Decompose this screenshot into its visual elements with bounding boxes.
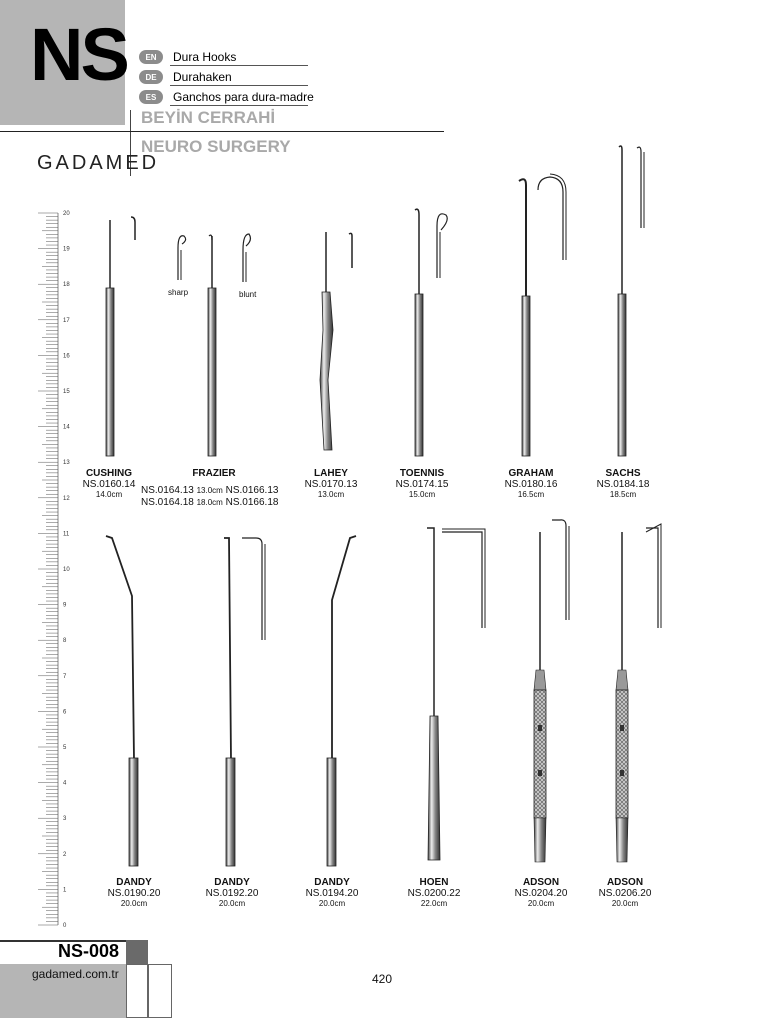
product-label-dandy-3 [282,877,382,908]
lang-text: Durahaken [173,70,232,84]
product-label-adson-2 [575,877,675,908]
lang-text: Dura Hooks [173,50,237,64]
product-name: GRAHAM [508,468,554,479]
product-code: NS.0180.16 [504,479,558,490]
product-name: ADSON [606,877,644,888]
product-code: NS.0164.13 [141,485,194,496]
ruler-label: 3 [63,816,67,823]
brand-logo: GADAMED [37,152,160,174]
frazier-codes [141,485,301,509]
product-name: SACHS [605,468,641,479]
product-code: NS.0166.13 [225,485,279,496]
product-code: NS.0206.20 [598,888,652,899]
lang-code-badge: ES [139,90,163,104]
graham-hook-drawing [519,174,566,456]
product-label-hoen [384,877,484,908]
product-name: LAHEY [314,468,348,479]
product-code: NS.0204.20 [514,888,568,899]
product-label-toennis [372,468,472,499]
product-code: NS.0192.20 [205,888,259,899]
product-label-graham [481,468,581,499]
frazier-hook-drawing [178,234,250,456]
sharp-label: sharp [168,288,189,297]
product-size: 13.0cm [196,486,223,495]
dandy-hook-2-drawing [224,538,265,866]
ruler-label: 16 [63,353,70,360]
sachs-hook-drawing [618,146,644,456]
ruler-label: 1 [63,887,67,894]
ruler-label: 5 [63,745,67,751]
product-code: NS.0184.18 [596,479,650,490]
lahey-hook-drawing [320,232,352,450]
ruler-label: 18 [63,282,70,289]
product-label-sachs [573,468,673,499]
category-title-en: NEURO SURGERY [141,137,291,156]
toennis-hook-drawing [415,209,447,456]
ruler-label: 2 [63,851,67,858]
product-name: CUSHING [85,468,133,479]
blunt-label: blunt [239,290,257,299]
product-size: 20.0cm [611,899,639,908]
ruler-label: 11 [63,531,70,538]
series-code: NS [30,13,127,96]
product-code: NS.0200.22 [407,888,461,899]
lang-text: Ganchos para dura-madre [173,90,314,104]
product-label-lahey [281,468,381,499]
product-size: 20.0cm [218,899,246,908]
website-link[interactable]: gadamed.com.tr [32,967,119,981]
product-label-dandy-1 [84,877,184,908]
product-name: DANDY [116,877,152,888]
product-size: 13.0cm [317,490,345,499]
product-name: TOENNIS [399,468,445,479]
hoen-hook-drawing [427,528,485,860]
ruler-label: 4 [63,780,67,787]
lang-code-badge: DE [139,70,163,84]
product-code: NS.0190.20 [107,888,161,899]
frazier-code-row [141,497,301,509]
frazier-code-row [141,485,301,497]
product-size: 14.0cm [95,490,123,499]
ruler-label: 0 [63,923,67,929]
dandy-hook-1-drawing [106,536,138,866]
ruler-label: 6 [63,709,67,716]
cushing-hook-drawing [106,217,135,456]
ruler-label: 8 [63,638,67,645]
product-name: HOEN [419,877,449,888]
catalog-code: NS-008 [58,941,120,961]
footer-decor [148,964,172,1018]
adson-hook-2-drawing [616,524,661,862]
product-code: NS.0160.14 [82,479,136,490]
product-size: 20.0cm [318,899,346,908]
product-code: NS.0194.20 [305,888,359,899]
ruler-label: 12 [63,495,70,502]
product-size: 20.0cm [120,899,148,908]
product-code: NS.0164.18 [141,497,194,508]
ruler-label: 20 [63,211,70,217]
product-size: 22.0cm [420,899,448,908]
product-size: 16.5cm [517,490,545,499]
adson-hook-1-drawing [534,520,569,862]
page-number: 420 [372,972,393,986]
product-name: DANDY [214,877,250,888]
footer-decor [126,964,148,1018]
product-name-frazier: FRAZIER [192,468,236,479]
ruler-label: 17 [63,317,70,324]
ruler-label: 19 [63,246,70,253]
product-code: NS.0174.15 [395,479,449,490]
ruler-label: 15 [63,389,70,395]
product-size: 20.0cm [527,899,555,908]
footer-decor [126,940,148,964]
dandy-hook-3-drawing [327,536,356,866]
ruler-label: 13 [63,460,70,467]
product-size: 18.5cm [609,490,637,499]
product-label-dandy-2 [182,877,282,908]
category-title-tr: BEYİN CERRAHİ [141,108,276,127]
product-size: 18.0cm [196,498,223,507]
product-code: NS.0166.18 [225,497,279,508]
product-code: NS.0170.13 [304,479,358,490]
product-size: 15.0cm [408,490,436,499]
product-name: ADSON [522,877,560,888]
ruler-label: 10 [63,567,70,573]
lang-code-badge: EN [139,50,163,64]
ruler-label: 9 [63,602,67,609]
ruler-label: 7 [63,673,67,680]
ruler-label: 14 [63,424,70,431]
product-name: DANDY [314,877,350,888]
